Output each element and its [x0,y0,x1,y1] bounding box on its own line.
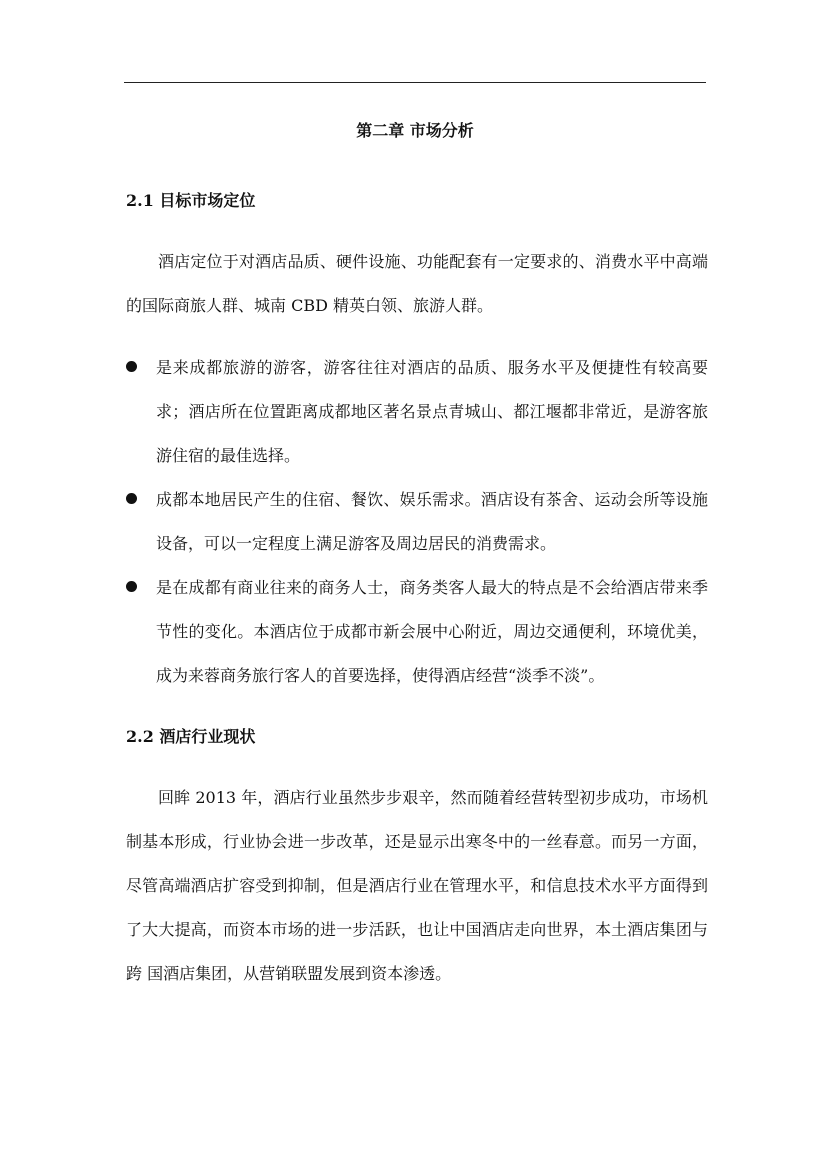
section-title-industry-status: 2.2 酒店行业现状 [126,727,256,746]
bullet-dot-icon [126,493,137,504]
bullet-item-tourists [126,346,708,478]
target-market-intro: 酒店定位于对酒店品质、硬件设施、功能配套有一定要求的、消费水平中高端的国际商旅人群、城南 CBD 精英白领、旅游人群。 [126,252,708,315]
industry-status-body: 回眸 2013 年，酒店行业虽然步步艰辛，然而随着经营转型初步成功，市场机制基本形成，行业协会进一步改革，还是显示出寒冬中的一丝春意。而另一方面，尽管高端酒店扩容受到抑制，但是酒店行业在管理水平，和信息技术水平方面得到了大大提高，而资本市场的进一步活跃，也让中国酒店走向世界，本土酒店集团与跨 国酒店集团，从营销联盟发展到资本渗透。 [126,788,708,983]
bullet-item-business-travelers [126,566,708,698]
section-title-target-market: 2.1 目标市场定位 [126,191,256,210]
chapter-title: 第二章 市场分析 [356,121,474,140]
bullet-dot-icon [126,361,137,372]
header-rule [124,82,706,83]
bullet-text: 是来成都旅游的游客，游客往往对酒店的品质、服务水平及便捷性有较高要求；酒店所在位置距离成都地区著名景点青城山、都江堰都非常近，是游客旅游住宿的最佳选择。 [156,358,708,465]
bullet-text: 成都本地居民产生的住宿、餐饮、娱乐需求。酒店设有茶舍、运动会所等设施设备，可以一定程度上满足游客及周边居民的消费需求。 [156,490,708,553]
bullet-item-local-residents [126,478,708,566]
bullet-text: 是在成都有商业往来的商务人士，商务类客人最大的特点是不会给酒店带来季节性的变化。本酒店位于成都市新会展中心附近，周边交通便利，环境优美，成为来蓉商务旅行客人的首要选择，使得酒店经营“淡季不淡”。 [156,578,708,685]
bullet-dot-icon [126,581,137,592]
